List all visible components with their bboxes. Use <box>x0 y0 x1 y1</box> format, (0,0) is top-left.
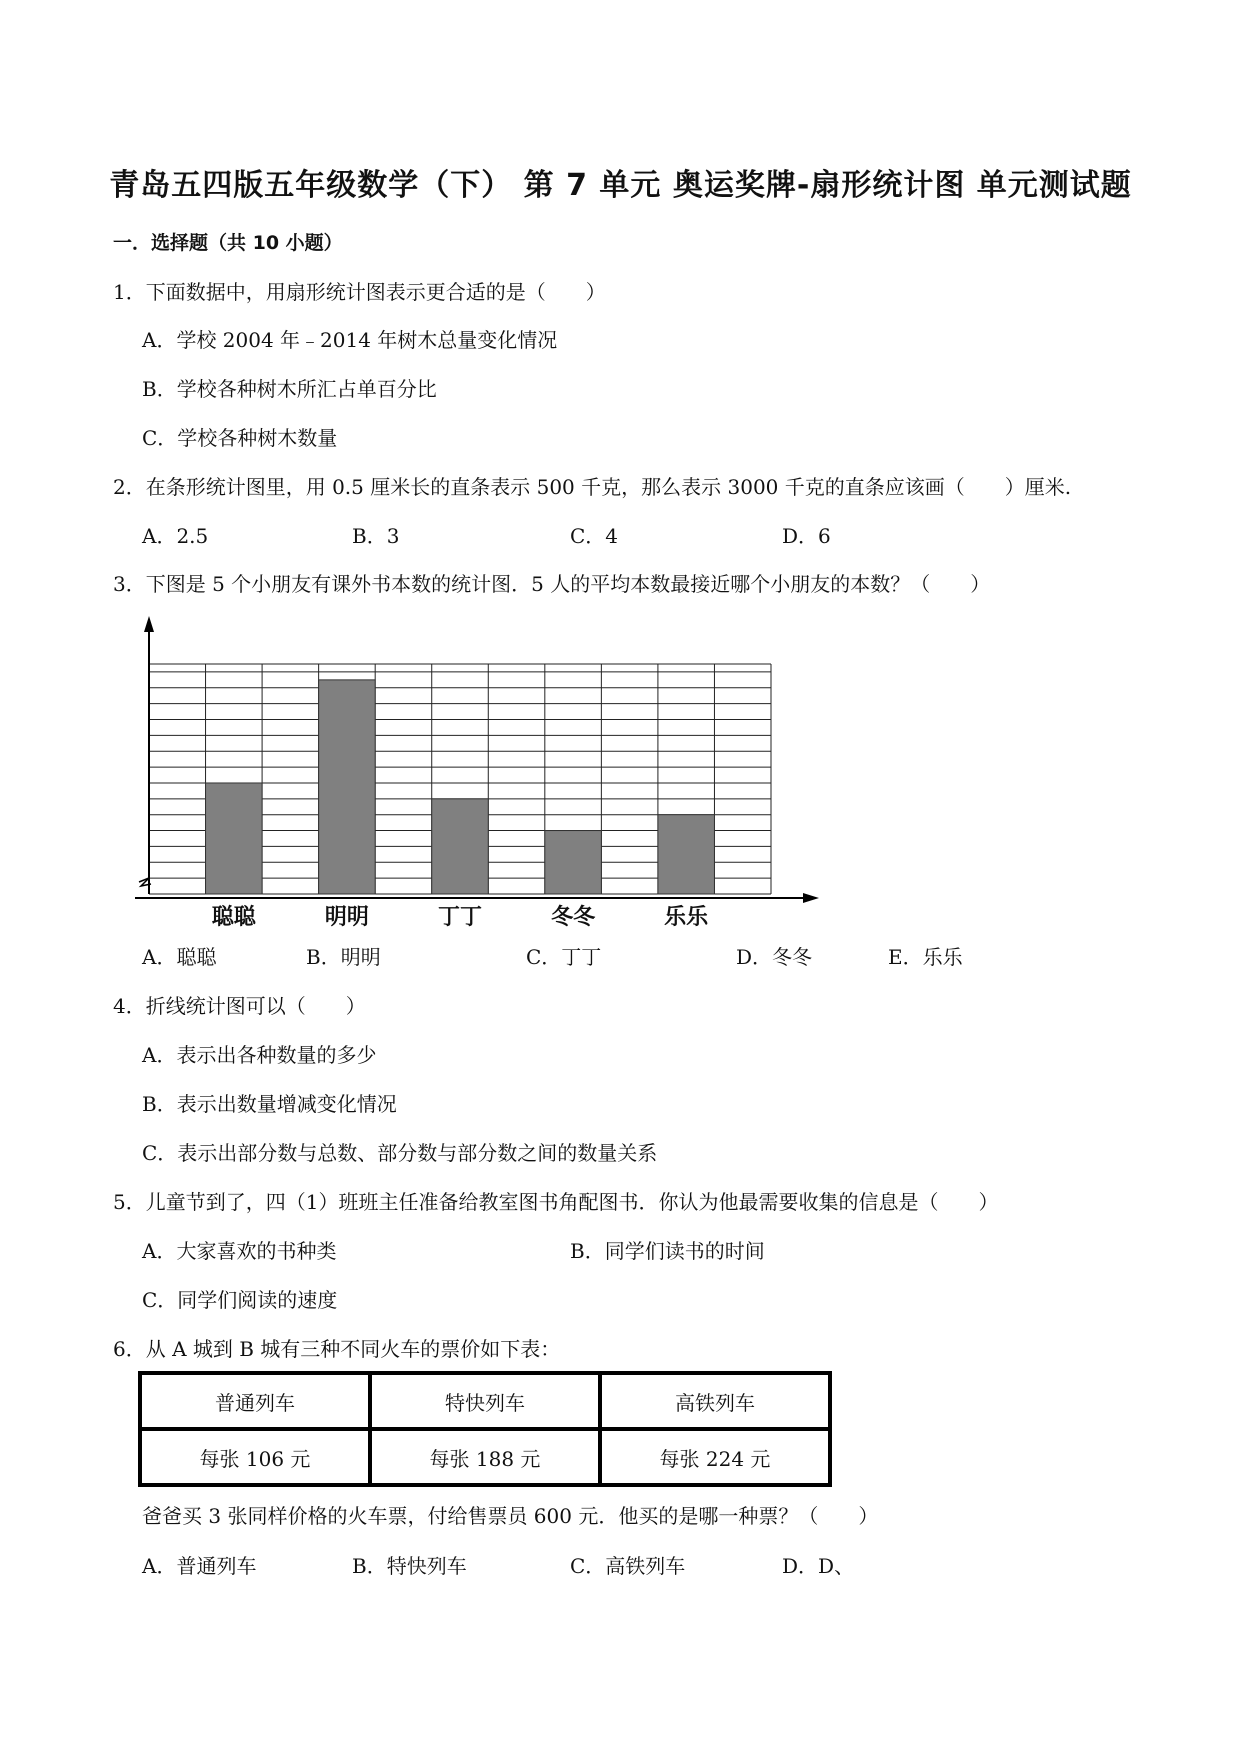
y-axis-arrow <box>144 616 154 632</box>
table-cell: 每张 224 元 <box>600 1429 830 1485</box>
question-2-stem: 2．在条形统计图里，用 0.5 厘米长的直条表示 500 千克，那么表示 3000 千克的直条应该画（ ）厘米. <box>113 475 1072 499</box>
question-2-option-a[interactable]: A．2.5 <box>142 524 209 548</box>
bar-3 <box>432 799 489 894</box>
question-6-option-b[interactable]: B．特快列车 <box>352 1554 467 1578</box>
table-header-cell: 特快列车 <box>370 1373 600 1429</box>
question-3-option-a[interactable]: A．聪聪 <box>142 945 217 969</box>
bar-5 <box>658 815 715 894</box>
question-3-option-e[interactable]: E．乐乐 <box>888 945 963 969</box>
question-6-followup: 爸爸买 3 张同样价格的火车票，付给售票员 600 元．他买的是哪一种票？（ ） <box>142 1504 879 1528</box>
question-4-option-a[interactable]: A．表示出各种数量的多少 <box>142 1043 377 1067</box>
category-label: 丁丁 <box>437 905 483 930</box>
question-1-stem: 1．下面数据中，用扇形统计图表示更合适的是（ ） <box>113 280 606 304</box>
table-cell: 每张 188 元 <box>370 1429 600 1485</box>
question-6-stem: 6．从 A 城到 B 城有三种不同火车的票价如下表： <box>113 1337 561 1361</box>
question-1-option-b[interactable]: B．学校各种树木所汇占单百分比 <box>142 377 437 401</box>
question-4-option-b[interactable]: B．表示出数量增减变化情况 <box>142 1092 397 1116</box>
question-6-option-d[interactable]: D．D、 <box>782 1554 855 1578</box>
question-3-option-d[interactable]: D．冬冬 <box>736 945 813 969</box>
question-5-option-a[interactable]: A．大家喜欢的书种类 <box>142 1239 337 1263</box>
bar-2 <box>319 680 376 894</box>
question-1-option-c[interactable]: C．学校各种树木数量 <box>142 426 338 450</box>
category-label: 冬冬 <box>551 905 596 930</box>
section-heading: 一．选择题（共 10 小题） <box>113 232 343 254</box>
x-axis-arrow <box>803 893 819 903</box>
category-label: 聪聪 <box>211 905 256 930</box>
books-bar-chart <box>135 612 825 938</box>
bar-chart-svg <box>135 612 825 938</box>
category-label: 乐乐 <box>664 905 709 930</box>
question-2-option-c[interactable]: C．4 <box>570 524 619 548</box>
table-cell: 每张 106 元 <box>140 1429 370 1485</box>
question-5-option-c[interactable]: C．同学们阅读的速度 <box>142 1288 338 1312</box>
table-row <box>140 1429 830 1485</box>
ticket-price-table <box>138 1371 832 1487</box>
question-3-stem: 3．下图是 5 个小朋友有课外书本数的统计图．5 人的平均本数最接近哪个小朋友的本数？（ ） <box>113 572 991 596</box>
question-3-option-b[interactable]: B．明明 <box>306 945 381 969</box>
question-2-option-b[interactable]: B．3 <box>352 524 400 548</box>
question-4-option-c[interactable]: C．表示出部分数与总数、部分数与部分数之间的数量关系 <box>142 1141 658 1165</box>
question-6-option-c[interactable]: C．高铁列车 <box>570 1554 686 1578</box>
question-5-option-b[interactable]: B．同学们读书的时间 <box>570 1239 765 1263</box>
question-4-stem: 4．折线统计图可以（ ） <box>113 994 366 1018</box>
table-header-cell: 高铁列车 <box>600 1373 830 1429</box>
table-header-row <box>140 1373 830 1429</box>
question-3-option-c[interactable]: C．丁丁 <box>526 945 602 969</box>
bar-1 <box>206 783 263 894</box>
question-6-option-a[interactable]: A．普通列车 <box>142 1554 257 1578</box>
bar-4 <box>545 831 602 894</box>
category-label: 明明 <box>324 905 369 930</box>
question-2-option-d[interactable]: D．6 <box>782 524 831 548</box>
document-title: 青岛五四版五年级数学（下） 第 7 单元 奥运奖牌-扇形统计图 单元测试题 <box>109 168 1132 203</box>
question-1-option-a[interactable]: A．学校 2004 年﹣2014 年树木总量变化情况 <box>142 328 558 352</box>
chart-category-labels <box>212 904 709 930</box>
table-header-cell: 普通列车 <box>140 1373 370 1429</box>
question-5-stem: 5．儿童节到了，四（1）班班主任准备给教室图书角配图书．你认为他最需要收集的信息是（ ） <box>113 1190 999 1214</box>
